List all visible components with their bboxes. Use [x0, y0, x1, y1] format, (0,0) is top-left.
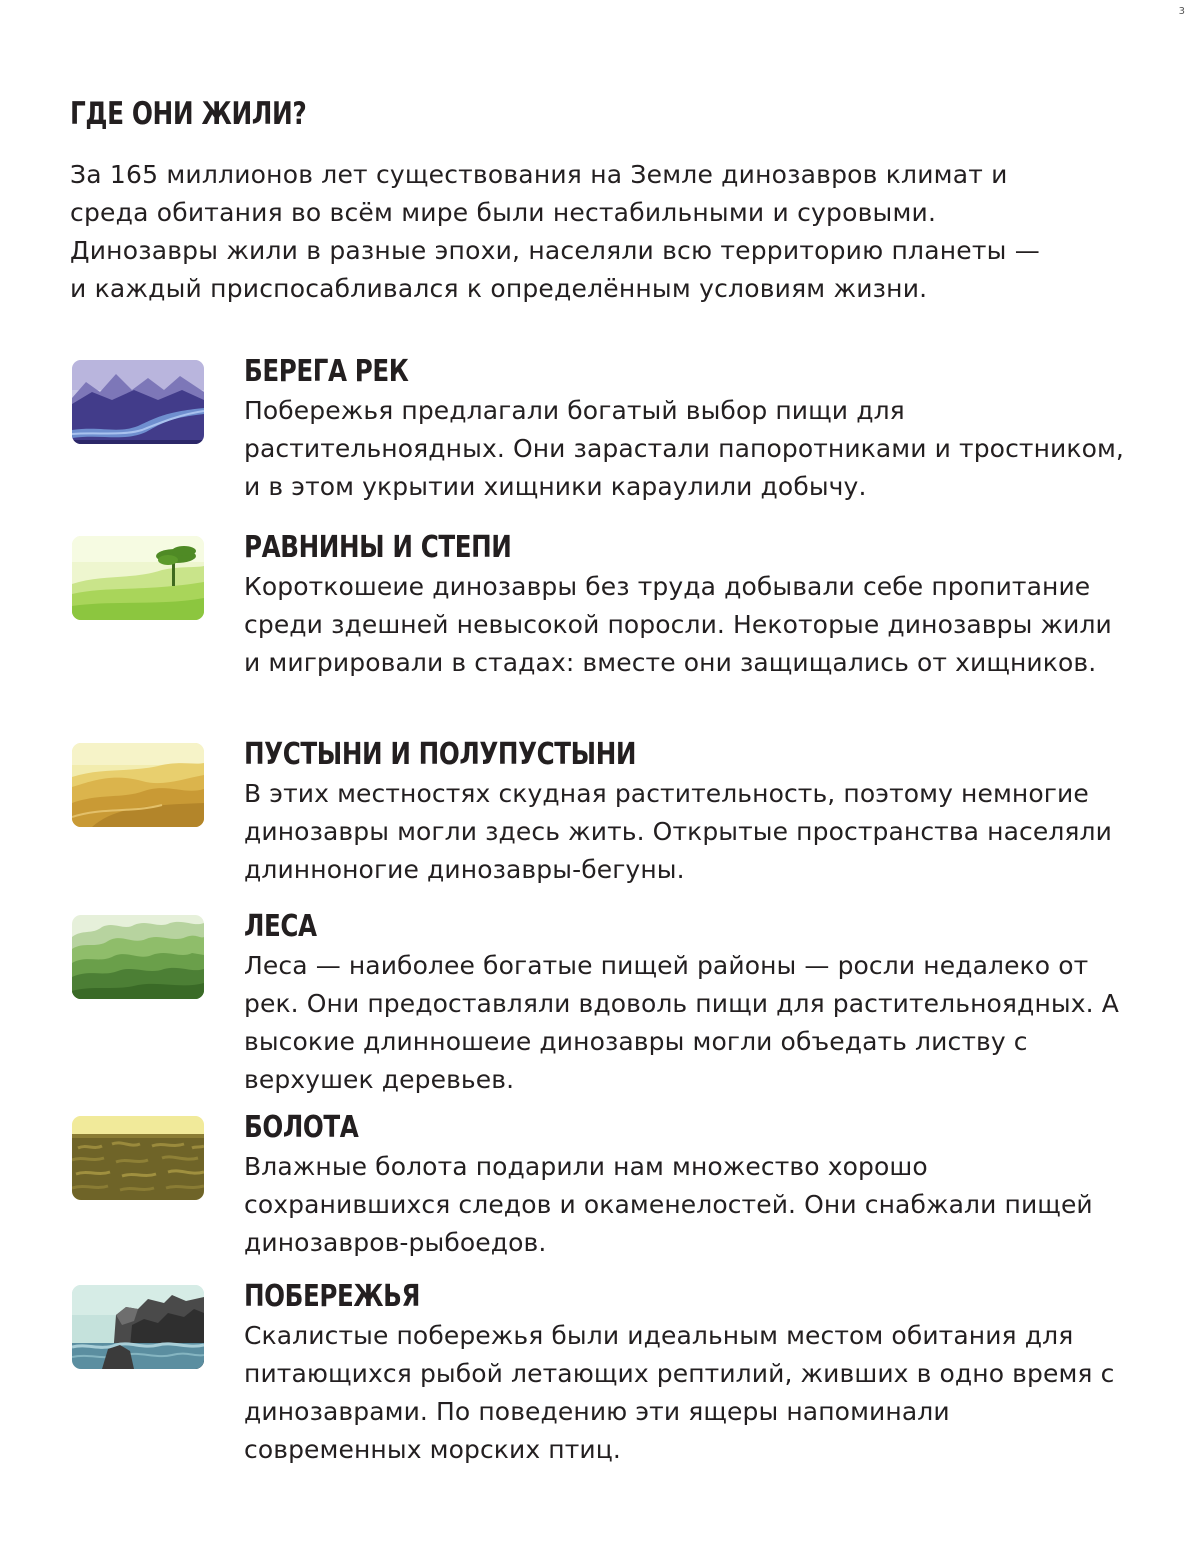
habitat-title: БЕРЕГА РЕК [244, 354, 409, 389]
habitat-description: Короткошеие динозавры без труда добывали себе пропитание среди здешней невысокой поросли. Некоторые динозавры жили и мигрировали в стадах: вместе они защищались от хищников. [244, 572, 1112, 677]
habitat-description: Влажные болота подарили нам множество хорошо сохранившихся следов и окаменелостей. Они снабжали пищей динозавров-рыбоедов. [244, 1152, 1093, 1257]
page-number: 3 [1178, 6, 1185, 17]
habitat-description: Скалистые побережья были идеальным местом обитания для питающихся рыбой летающих рептилий, живших в одно время с динозаврами. По поведению эти ящеры напоминали современных морских птиц. [244, 1321, 1115, 1464]
habitat-title: ПОБЕРЕЖЬЯ [244, 1279, 421, 1314]
desert-landscape-icon [72, 743, 204, 827]
rocky-coast-icon [72, 1285, 204, 1369]
habitat-description: В этих местностях скудная растительность, поэтому немногие динозавры могли здесь жить. Открытые пространства населяли длинноногие динозавры-бегуны. [244, 779, 1112, 884]
swamp-landscape-icon [72, 1116, 204, 1200]
plains-landscape-icon [72, 536, 204, 620]
habitat-title: ПУСТЫНИ И ПОЛУПУСТЫНИ [244, 737, 637, 772]
page-title: ГДЕ ОНИ ЖИЛИ? [70, 96, 307, 132]
habitat-description: Леса — наиболее богатые пищей районы — росли недалеко от рек. Они предоставляли вдоволь пищи для растительноядных. А высокие длинношеие динозавры могли объедать листву с верхушек деревьев. [244, 951, 1119, 1094]
habitat-title: ЛЕСА [244, 909, 317, 944]
intro-paragraph: За 165 миллионов лет существования на Земле динозавров климат и среда обитания во всём мире были нестабильными и суровыми. Динозавры жили в разные эпохи, населяли всю территорию планеты — и каждый приспосабливался к определённым условиям жизни. [70, 160, 1040, 303]
river-landscape-icon [72, 360, 204, 444]
habitat-title: РАВНИНЫ И СТЕПИ [244, 530, 512, 565]
habitat-description: Побережья предлагали богатый выбор пищи для растительноядных. Они зарастали папоротниками и тростником, и в этом укрытии хищники караулили добычу. [244, 396, 1124, 501]
forest-landscape-icon [72, 915, 204, 999]
habitat-title: БОЛОТА [244, 1110, 359, 1145]
